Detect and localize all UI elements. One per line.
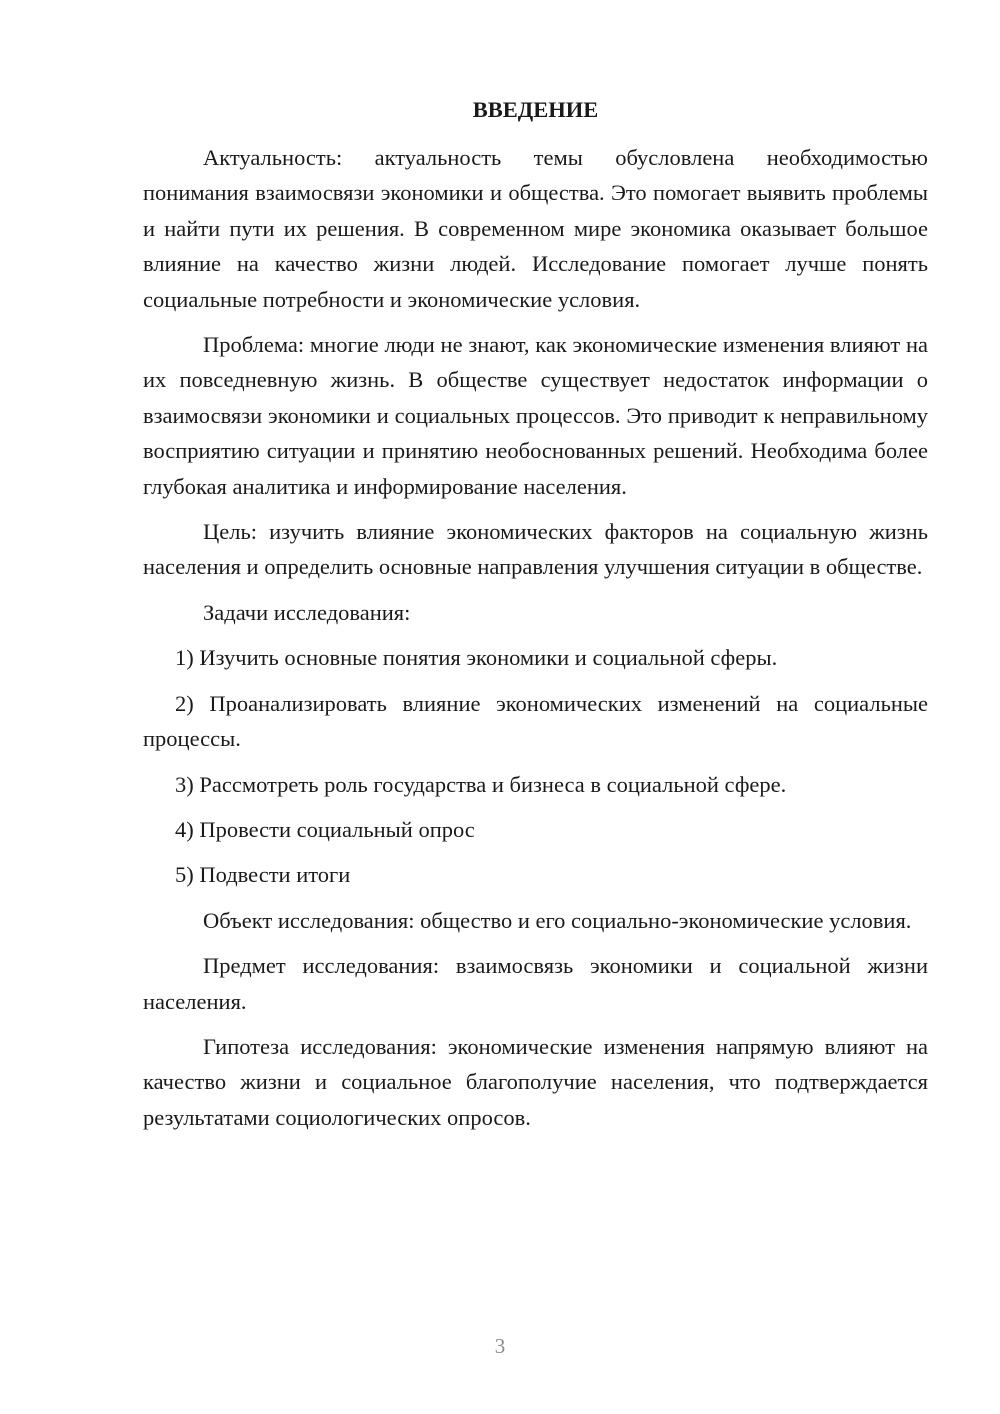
page-number: 3 <box>494 1334 506 1358</box>
object-paragraph: Объект исследования: общество и его социально-экономические условия. <box>203 907 912 933</box>
task-item-3: 3) Рассмотреть роль государства и бизнеса в социальной сфере. <box>175 771 787 797</box>
document-page <box>143 90 928 1145</box>
task-item-2: 2) Проанализировать влияние экономических изменений на социальные процессы. <box>143 690 928 752</box>
page-title: ВВЕДЕНИЕ <box>472 97 599 122</box>
task-item-1: 1) Изучить основные понятия экономики и социальной сферы. <box>175 645 778 671</box>
problem-paragraph: Проблема: многие люди не знают, как экономические изменения влияют на их повседневную жизнь. В обществе существует недостаток информации о взаимосвязи экономики и социальных процессов. Это приводит к неправильному восприятию ситуации и принятию необоснованных решений. Необходима более глубокая аналитика и информирование населения. <box>143 332 928 499</box>
relevance-paragraph: Актуальность: актуальность темы обусловлена необходимостью понимания взаимосвязи экономики и общества. Это помогает выявить проблемы и найти пути их решения. В современном мире экономика оказывает большое влияние на качество жизни людей. Исследование помогает лучше понять социальные потребности и экономические условия. <box>143 145 928 312</box>
goal-paragraph: Цель: изучить влияние экономических факторов на социальную жизнь населения и определить основные направления улучшения ситуации в обществе. <box>143 519 928 580</box>
subject-paragraph: Предмет исследования: взаимосвязь экономики и социальной жизни населения. <box>143 953 928 1014</box>
task-item-4: 4) Провести социальный опрос <box>175 816 475 842</box>
hypothesis-paragraph: Гипотеза исследования: экономические изменения напрямую влияют на качество жизни и социальное благополучие населения, что подтверждается результатами социологических опросов. <box>143 1033 928 1130</box>
task-item-5: 5) Подвести итоги <box>175 862 351 888</box>
tasks-heading: Задачи исследования: <box>203 599 411 625</box>
